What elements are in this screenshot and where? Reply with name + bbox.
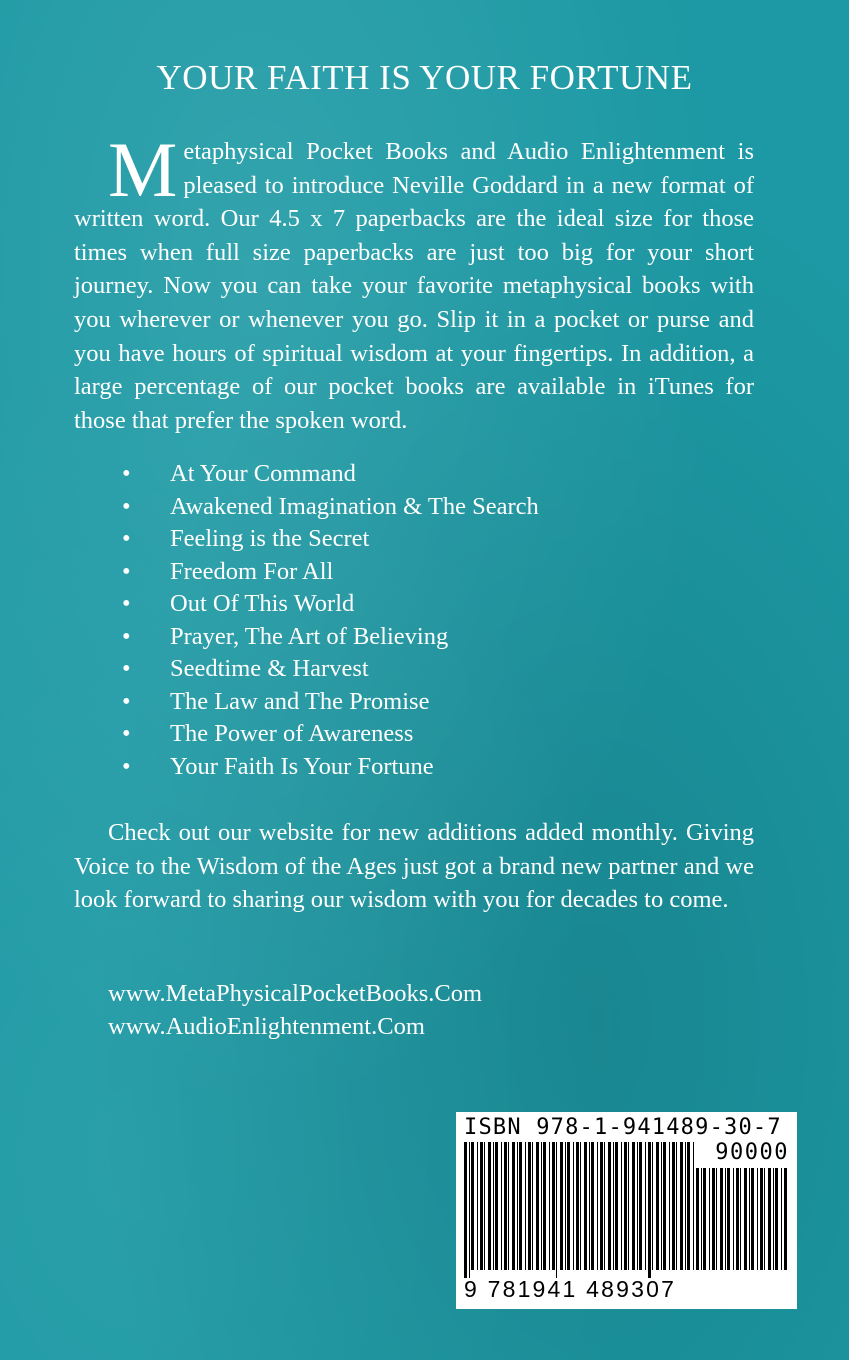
closing-paragraph: [74, 816, 754, 917]
website-link: www.MetaPhysicalPocketBooks.Com: [108, 980, 483, 1007]
book-title-list: [118, 458, 539, 783]
barcode-bar: [573, 1142, 574, 1270]
barcode-bar: [591, 1142, 594, 1270]
barcode-bar: [501, 1142, 502, 1270]
barcode-bar: [672, 1142, 675, 1270]
barcode-bar: [493, 1142, 494, 1270]
book-title: Seedtime & Harvest: [170, 655, 369, 682]
list-item: [118, 686, 539, 719]
barcode-bar: [549, 1142, 550, 1270]
barcode-bar: [751, 1168, 754, 1270]
barcode-bar: [508, 1142, 509, 1270]
list-item: [118, 621, 539, 654]
price-barcode-bars: [696, 1168, 788, 1278]
barcode-bar: [484, 1142, 485, 1270]
barcode-bar: [471, 1142, 474, 1270]
barcode-bar: [727, 1168, 730, 1270]
closing-text: Check out our website for new additions added monthly. Giving Voice to the Wisdom of the Ages just got a brand new partner and we look forward to sharing our wisdom with you for decades to come.: [74, 819, 754, 914]
list-item: [118, 718, 539, 751]
bullet-icon: •: [122, 720, 131, 747]
book-title: Your Faith Is Your Fortune: [170, 752, 434, 780]
barcode-bar: [632, 1142, 635, 1270]
drop-cap: M: [108, 126, 178, 213]
barcode-bar: [685, 1142, 686, 1270]
barcode-bar: [552, 1142, 555, 1270]
barcode-bar: [775, 1168, 778, 1270]
book-title: Out Of This World: [170, 590, 355, 617]
barcode-bar: [615, 1142, 618, 1270]
barcode-bar: [464, 1142, 467, 1278]
barcode-bar: [543, 1142, 546, 1270]
intro-text: etaphysical Pocket Books and Audio Enlightenment is pleased to introduce Neville Goddard in a new format of written word. Our 4.5 x 7 paperbacks are the ideal size for those times when full size paperbacks are just too big for your short journey. Now you can take your favorite metaphysical books with you wherever or whenever you go. Slip it in a pocket or purse and you have hours of spiritual wisdom at your fingertips. In addition, a large percentage of our pocket books are available in iTunes for those that prefer the spoken word.: [74, 138, 754, 434]
barcode-bar: [757, 1168, 758, 1270]
barcode-bar: [693, 1142, 694, 1270]
barcode-bar: [696, 1168, 699, 1270]
book-title: Freedom For All: [170, 557, 334, 585]
list-item: [118, 556, 539, 589]
barcode-bar: [648, 1142, 651, 1278]
barcode-bar: [661, 1142, 662, 1270]
barcode-bar: [567, 1142, 570, 1270]
barcode-bar: [764, 1168, 765, 1270]
barcode-bar: [716, 1168, 717, 1270]
bullet-icon: •: [122, 655, 131, 682]
book-title: The Law and The Promise: [170, 687, 430, 715]
intro-paragraph: [74, 126, 754, 437]
barcode-bar: [639, 1142, 642, 1270]
barcode-bar: [541, 1142, 542, 1270]
barcode-bar: [512, 1142, 515, 1270]
barcode-bar: [560, 1142, 563, 1270]
book-title: Feeling is the Secret: [170, 525, 370, 552]
list-item: [118, 751, 539, 784]
book-title: Prayer, The Art of Believing: [170, 622, 449, 650]
bullet-icon: •: [122, 525, 131, 552]
barcode-bar: [528, 1142, 531, 1270]
bullet-icon: •: [122, 687, 131, 715]
barcode-bar: [532, 1142, 533, 1270]
bullet-icon: •: [122, 492, 131, 520]
barcode-bar: [624, 1142, 627, 1270]
bullet-icon: •: [122, 460, 131, 487]
barcode-bar: [740, 1168, 741, 1270]
barcode-bar: [768, 1168, 771, 1270]
website-link: www.AudioEnlightenment.Com: [108, 1012, 425, 1040]
barcode-bar: [517, 1142, 518, 1270]
barcode-bar: [604, 1142, 605, 1270]
barcode-bar: [701, 1168, 702, 1270]
barcode-bar: [760, 1168, 763, 1270]
cover-title: YOUR FAITH IS YOUR FORTUNE: [156, 58, 693, 97]
barcode-bar: [576, 1142, 579, 1270]
barcode-bar: [744, 1168, 747, 1270]
barcode-bar: [628, 1142, 629, 1270]
barcode-digits: 9 781941 489307: [464, 1276, 677, 1302]
barcode-bar: [645, 1142, 646, 1270]
bullet-icon: •: [122, 622, 131, 650]
barcode-bar: [663, 1142, 666, 1270]
barcode-bar: [488, 1142, 491, 1270]
barcode-bar: [556, 1142, 557, 1278]
book-title: The Power of Awareness: [170, 720, 414, 747]
barcode-bar: [669, 1142, 670, 1270]
barcode-bar: [709, 1168, 710, 1270]
barcode-bar: [536, 1142, 539, 1270]
barcode-bar: [565, 1142, 566, 1270]
barcode-bar: [680, 1142, 683, 1270]
barcode-bar: [469, 1142, 470, 1278]
barcode-bar: [637, 1142, 638, 1270]
barcode-bar: [676, 1142, 677, 1270]
list-item: [118, 491, 539, 524]
book-title: At Your Command: [170, 460, 356, 487]
bullet-icon: •: [122, 752, 131, 780]
barcode-bar: [687, 1142, 690, 1270]
barcode-bar: [720, 1168, 723, 1270]
barcode-bar: [495, 1142, 498, 1270]
isbn-label: ISBN 978-1-941489-30-7: [464, 1115, 782, 1140]
barcode-bar: [525, 1142, 526, 1270]
barcode-bar: [652, 1142, 653, 1270]
website-links: [108, 978, 482, 1043]
barcode-bar: [584, 1142, 587, 1270]
barcode-bar: [621, 1142, 622, 1270]
bullet-icon: •: [122, 590, 131, 617]
barcode-box: [456, 1112, 797, 1309]
price-code: 90000: [715, 1140, 789, 1165]
barcode-bar: [600, 1142, 603, 1270]
barcode-bar: [477, 1142, 478, 1270]
barcode-bar: [608, 1142, 611, 1270]
barcode-bar: [519, 1142, 522, 1270]
barcode-bar: [656, 1142, 659, 1270]
barcode-bar: [773, 1168, 774, 1270]
barcode-bar: [580, 1142, 581, 1270]
bullet-icon: •: [122, 557, 131, 585]
barcode-bar: [736, 1168, 739, 1270]
barcode-bar: [597, 1142, 598, 1270]
barcode-bar: [613, 1142, 614, 1270]
list-item: [118, 653, 539, 686]
book-title: Awakened Imagination & The Search: [170, 492, 539, 520]
barcode-bar: [725, 1168, 726, 1270]
barcode-bar: [480, 1142, 483, 1270]
barcode-bar: [733, 1168, 734, 1270]
list-item: [118, 458, 539, 491]
barcode-bar: [784, 1168, 787, 1270]
barcode-bar: [703, 1168, 706, 1270]
list-item: [118, 523, 539, 556]
barcode-bar: [589, 1142, 590, 1270]
barcode-bar: [781, 1168, 782, 1270]
barcode-bars: [464, 1142, 696, 1278]
barcode-bar: [712, 1168, 715, 1270]
barcode-bar: [749, 1168, 750, 1270]
list-item: [118, 588, 539, 621]
barcode-bar: [504, 1142, 507, 1270]
